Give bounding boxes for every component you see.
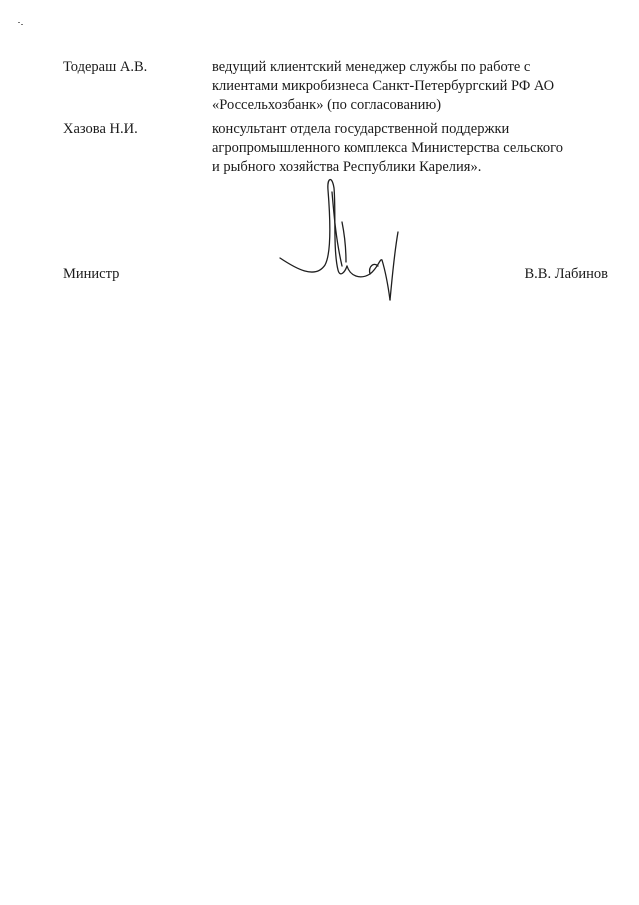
- member-description-line: консультант отдела государственной поддержки: [212, 121, 510, 137]
- signatory-name: В.В. Лабинов: [524, 266, 608, 282]
- member-description-line: агропромышленного комплекса Министерства сельского: [212, 140, 563, 156]
- member-name: Тодераш А.В.: [63, 59, 148, 75]
- member-description: [212, 120, 602, 177]
- handwritten-signature-icon: [270, 170, 420, 310]
- signatory-title: Министр: [63, 266, 120, 282]
- scan-speck: [18, 22, 20, 23]
- member-description-line: клиентами микробизнеса Санкт-Петербургский РФ АО: [212, 78, 555, 94]
- member-description-line: и рыбного хозяйства Республики Карелия».: [212, 159, 482, 175]
- member-description: [212, 58, 602, 115]
- member-description-line: «Россельхозбанк» (по согласованию): [212, 97, 442, 113]
- member-description-line: ведущий клиентский менеджер службы по работе с: [212, 59, 531, 75]
- member-name: Хазова Н.И.: [63, 121, 138, 137]
- scan-speck: [21, 24, 23, 25]
